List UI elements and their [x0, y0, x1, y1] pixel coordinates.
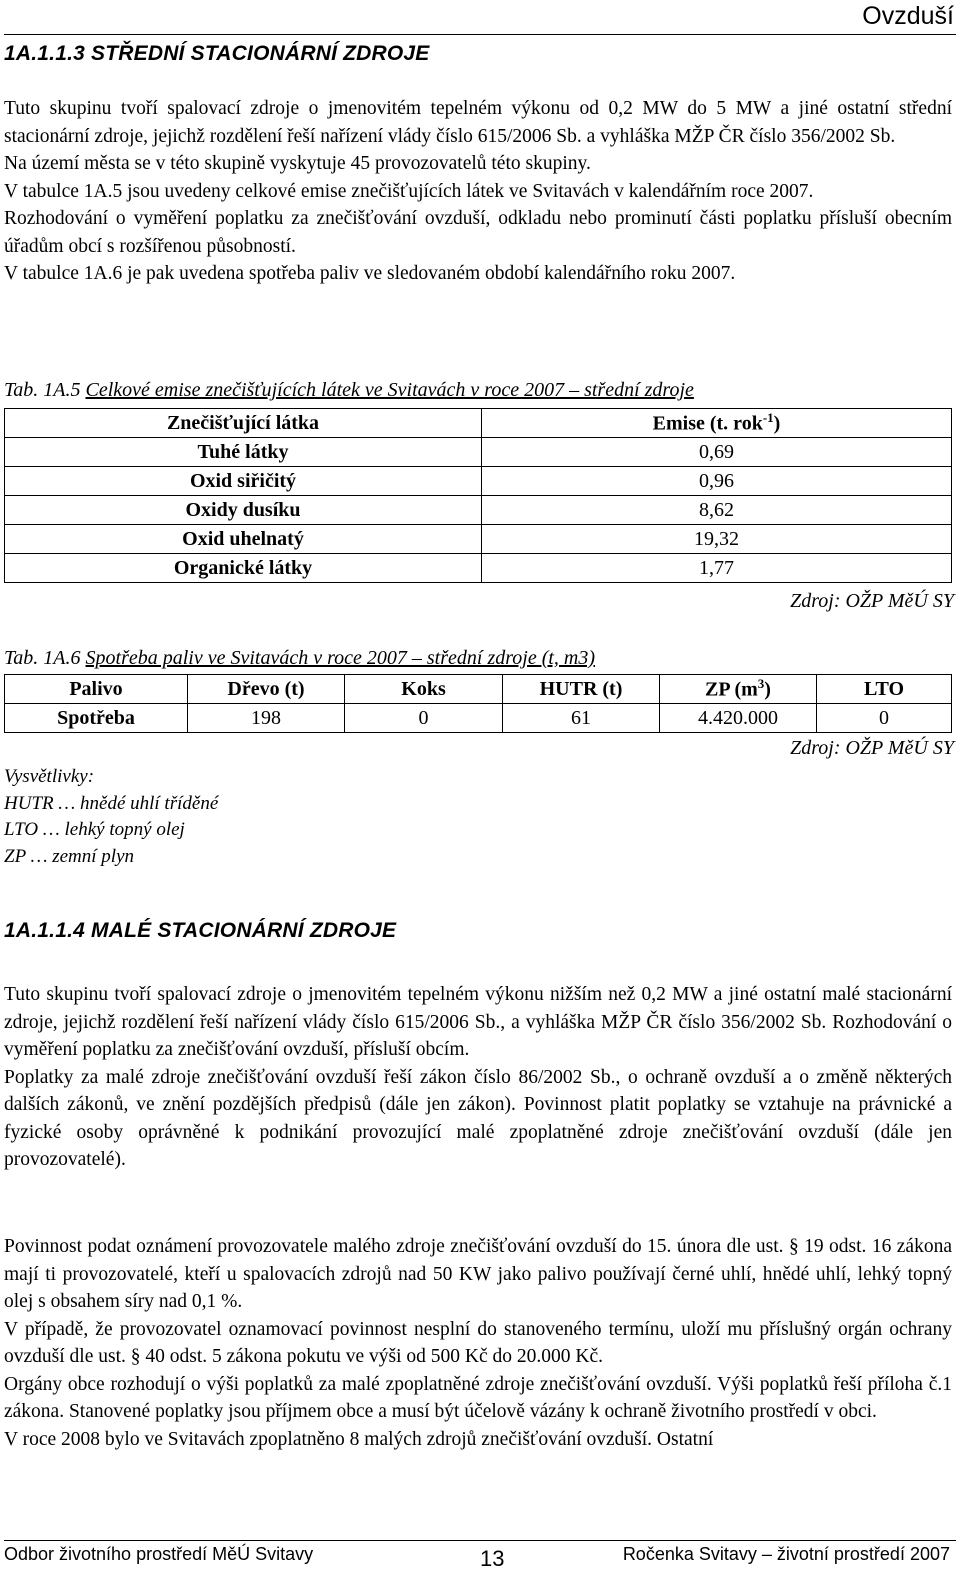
paragraph: V tabulce 1A.5 jsou uvedeny celkové emise znečišťujících látek ve Svitavách v kalendářním roce 2007. — [4, 180, 814, 202]
emission-cell: 0,69 — [482, 438, 952, 467]
value-koks: 0 — [345, 704, 503, 733]
value-hutr: 61 — [503, 704, 660, 733]
header-emission: Emise (t. rok$^{-1}$) — [482, 409, 952, 438]
emission-cell: 19,32 — [482, 525, 952, 554]
table-row — [5, 525, 952, 554]
header-zp: ZP $(m^3)$ — [660, 675, 817, 704]
footer-left: Odbor životního prostředí MěÚ Svitavy — [4, 1544, 314, 1564]
table-row — [5, 704, 952, 733]
table-row — [5, 438, 952, 467]
paragraph: Povinnost podat oznámení provozovatele malého zdroje znečišťování ovzduší do 15. února dle ust. § 19 odst. 16 zákona mají ti provozovatelé, kteří u spalovacích zdrojů nad 50 KW jako palivo používají černé uhlí, hnědé uhlí, lehký topný olej s obsahem síry nad 0,1 %. — [4, 1236, 952, 1312]
paragraph: Orgány obce rozhodují o výši poplatků za malé zpoplatněné zdroje znečišťování ovzduší. Výši poplatků řeší příloha č.1 zákona. Stanovené poplatky jsou příjmem obce a musí být účelově vázány k ochraně životního prostředí v obci. — [4, 1373, 952, 1422]
footer-right: Ročenka Svitavy – životní prostředí 2007 — [622, 1544, 950, 1564]
table-row — [5, 467, 952, 496]
heading-stredni-zdroje: 1A.1.1.3 STŘEDNÍ STACIONÁRNÍ ZDROJE — [4, 42, 430, 65]
note-item: HUTR … hnědé uhlí tříděné — [4, 792, 219, 814]
paragraph: Poplatky za malé zdroje znečišťování ovzduší řeší zákon číslo 86/2002 Sb., o ochraně ovzduší a o změně některých dalších zákonů, ve znění pozdějších předpisů (dále jen zákon). Povinnost platit poplatky se vztahuje na právnické a fyzické osoby oprávněné k podnikání provozující malé zpoplatněné zdroje znečišťování ovzduší (dále jen provozovatelé). — [4, 1066, 952, 1170]
substance-cell: Organické látky — [5, 554, 482, 583]
paragraph: Tuto skupinu tvoří spalovací zdroje o jmenovitém tepelném výkonu od 0,2 MW do 5 MW a jiné ostatní střední stacionární zdroje, jejichž rozdělení řeší nařízení vlády číslo 615/2006 Sb. a vyhláška MŽP ČR číslo 356/2002 Sb. — [4, 98, 952, 147]
emissions-table — [4, 408, 952, 583]
text-block-stredni — [4, 95, 952, 288]
table-row — [5, 554, 952, 583]
text-block-male-1 — [4, 981, 952, 1174]
paragraph: Tuto skupinu tvoří spalovací zdroje o jmenovitém tepelném výkonu nižším než 0,2 MW a jiné ostatní malé stacionární zdroje, jejichž rozdělení řeší nařízení vlády číslo 615/2006 Sb., a vyhláška MŽP ČR číslo 356/2002 Sb. Rozhodování o vyměření poplatku za znečišťování ovzduší, přísluší obcím. — [4, 984, 952, 1060]
text-block-male-2 — [4, 1233, 952, 1453]
paragraph: V případě, že provozovatel oznamovací povinnost nesplní do stanoveného termínu, uloží mu příslušný orgán ochrany ovzduší dle ust. § 40 odst. 5 zákona pokutu ve výši od 500 Kč do 20.000 Kč. — [4, 1318, 952, 1367]
caption-prefix: Tab. 1A.5 — [4, 379, 81, 401]
section-header-label: Ovzduší — [862, 2, 954, 30]
emission-cell: 0,96 — [482, 467, 952, 496]
value-zp: 4.420.000 — [660, 704, 817, 733]
table-caption-paliva — [4, 647, 595, 670]
substance-cell: Tuhé látky — [5, 438, 482, 467]
table-row — [5, 496, 952, 525]
header-drevo: Dřevo (t) — [188, 675, 345, 704]
header-lto: LTO — [817, 675, 952, 704]
emission-cell: 8,62 — [482, 496, 952, 525]
caption-title: Celkové emise znečišťujících látek ve Svitavách v roce 2007 – střední zdroje — [85, 379, 694, 401]
notes-title: Vysvětlivky: — [4, 766, 95, 787]
value-lto: 0 — [817, 704, 952, 733]
header-substance: Znečišťující látka — [5, 409, 482, 438]
header-koks: Koks — [345, 675, 503, 704]
table-source-emise: Zdroj: OŽP MěÚ SY — [790, 590, 954, 612]
note-item: LTO … lehký topný olej — [4, 819, 185, 840]
header-palivo: Palivo — [5, 675, 188, 704]
paragraph: Na území města se v této skupině vyskytuje 45 provozovatelů této skupiny. — [4, 153, 591, 174]
header-rule — [4, 34, 956, 35]
paragraph: V roce 2008 bylo ve Svitavách zpoplatněno 8 malých zdrojů znečišťování ovzduší. Ostatní — [4, 1428, 714, 1450]
header-hutr: HUTR (t) — [503, 675, 660, 704]
caption-title: Spotřeba paliv ve Svitavách v roce 2007 – střední zdroje (t, m3) — [85, 647, 596, 669]
paragraph: Rozhodování o vyměření poplatku za znečišťování ovzduší, odkladu nebo prominutí části poplatku přísluší obecním úřadům obcí s rozšířenou působností. — [4, 208, 952, 257]
substance-cell: Oxid siřičitý — [5, 467, 482, 496]
substance-cell: Oxid uhelnatý — [5, 525, 482, 554]
row-label-spotreba: Spotřeba — [5, 704, 188, 733]
substance-cell: Oxidy dusíku — [5, 496, 482, 525]
fuel-consumption-table — [4, 674, 952, 733]
heading-male-zdroje: 1A.1.1.4 MALÉ STACIONÁRNÍ ZDROJE — [4, 919, 397, 942]
caption-prefix: Tab. 1A.6 — [4, 647, 81, 669]
emission-cell: 1,77 — [482, 554, 952, 583]
value-drevo: 198 — [188, 704, 345, 733]
explanatory-notes — [4, 764, 218, 870]
table-source-paliva: Zdroj: OŽP MěÚ SY — [790, 737, 954, 759]
table-caption-emise — [4, 379, 694, 402]
table-header-row — [5, 675, 952, 704]
footer-rule — [4, 1540, 956, 1541]
note-item: ZP … zemní plyn — [4, 845, 135, 867]
paragraph: V tabulce 1A.6 je pak uvedena spotřeba paliv ve sledovaném období kalendářního roku 2007. — [4, 263, 736, 284]
table-header-row — [5, 409, 952, 438]
page-number: 13 — [480, 1546, 505, 1571]
